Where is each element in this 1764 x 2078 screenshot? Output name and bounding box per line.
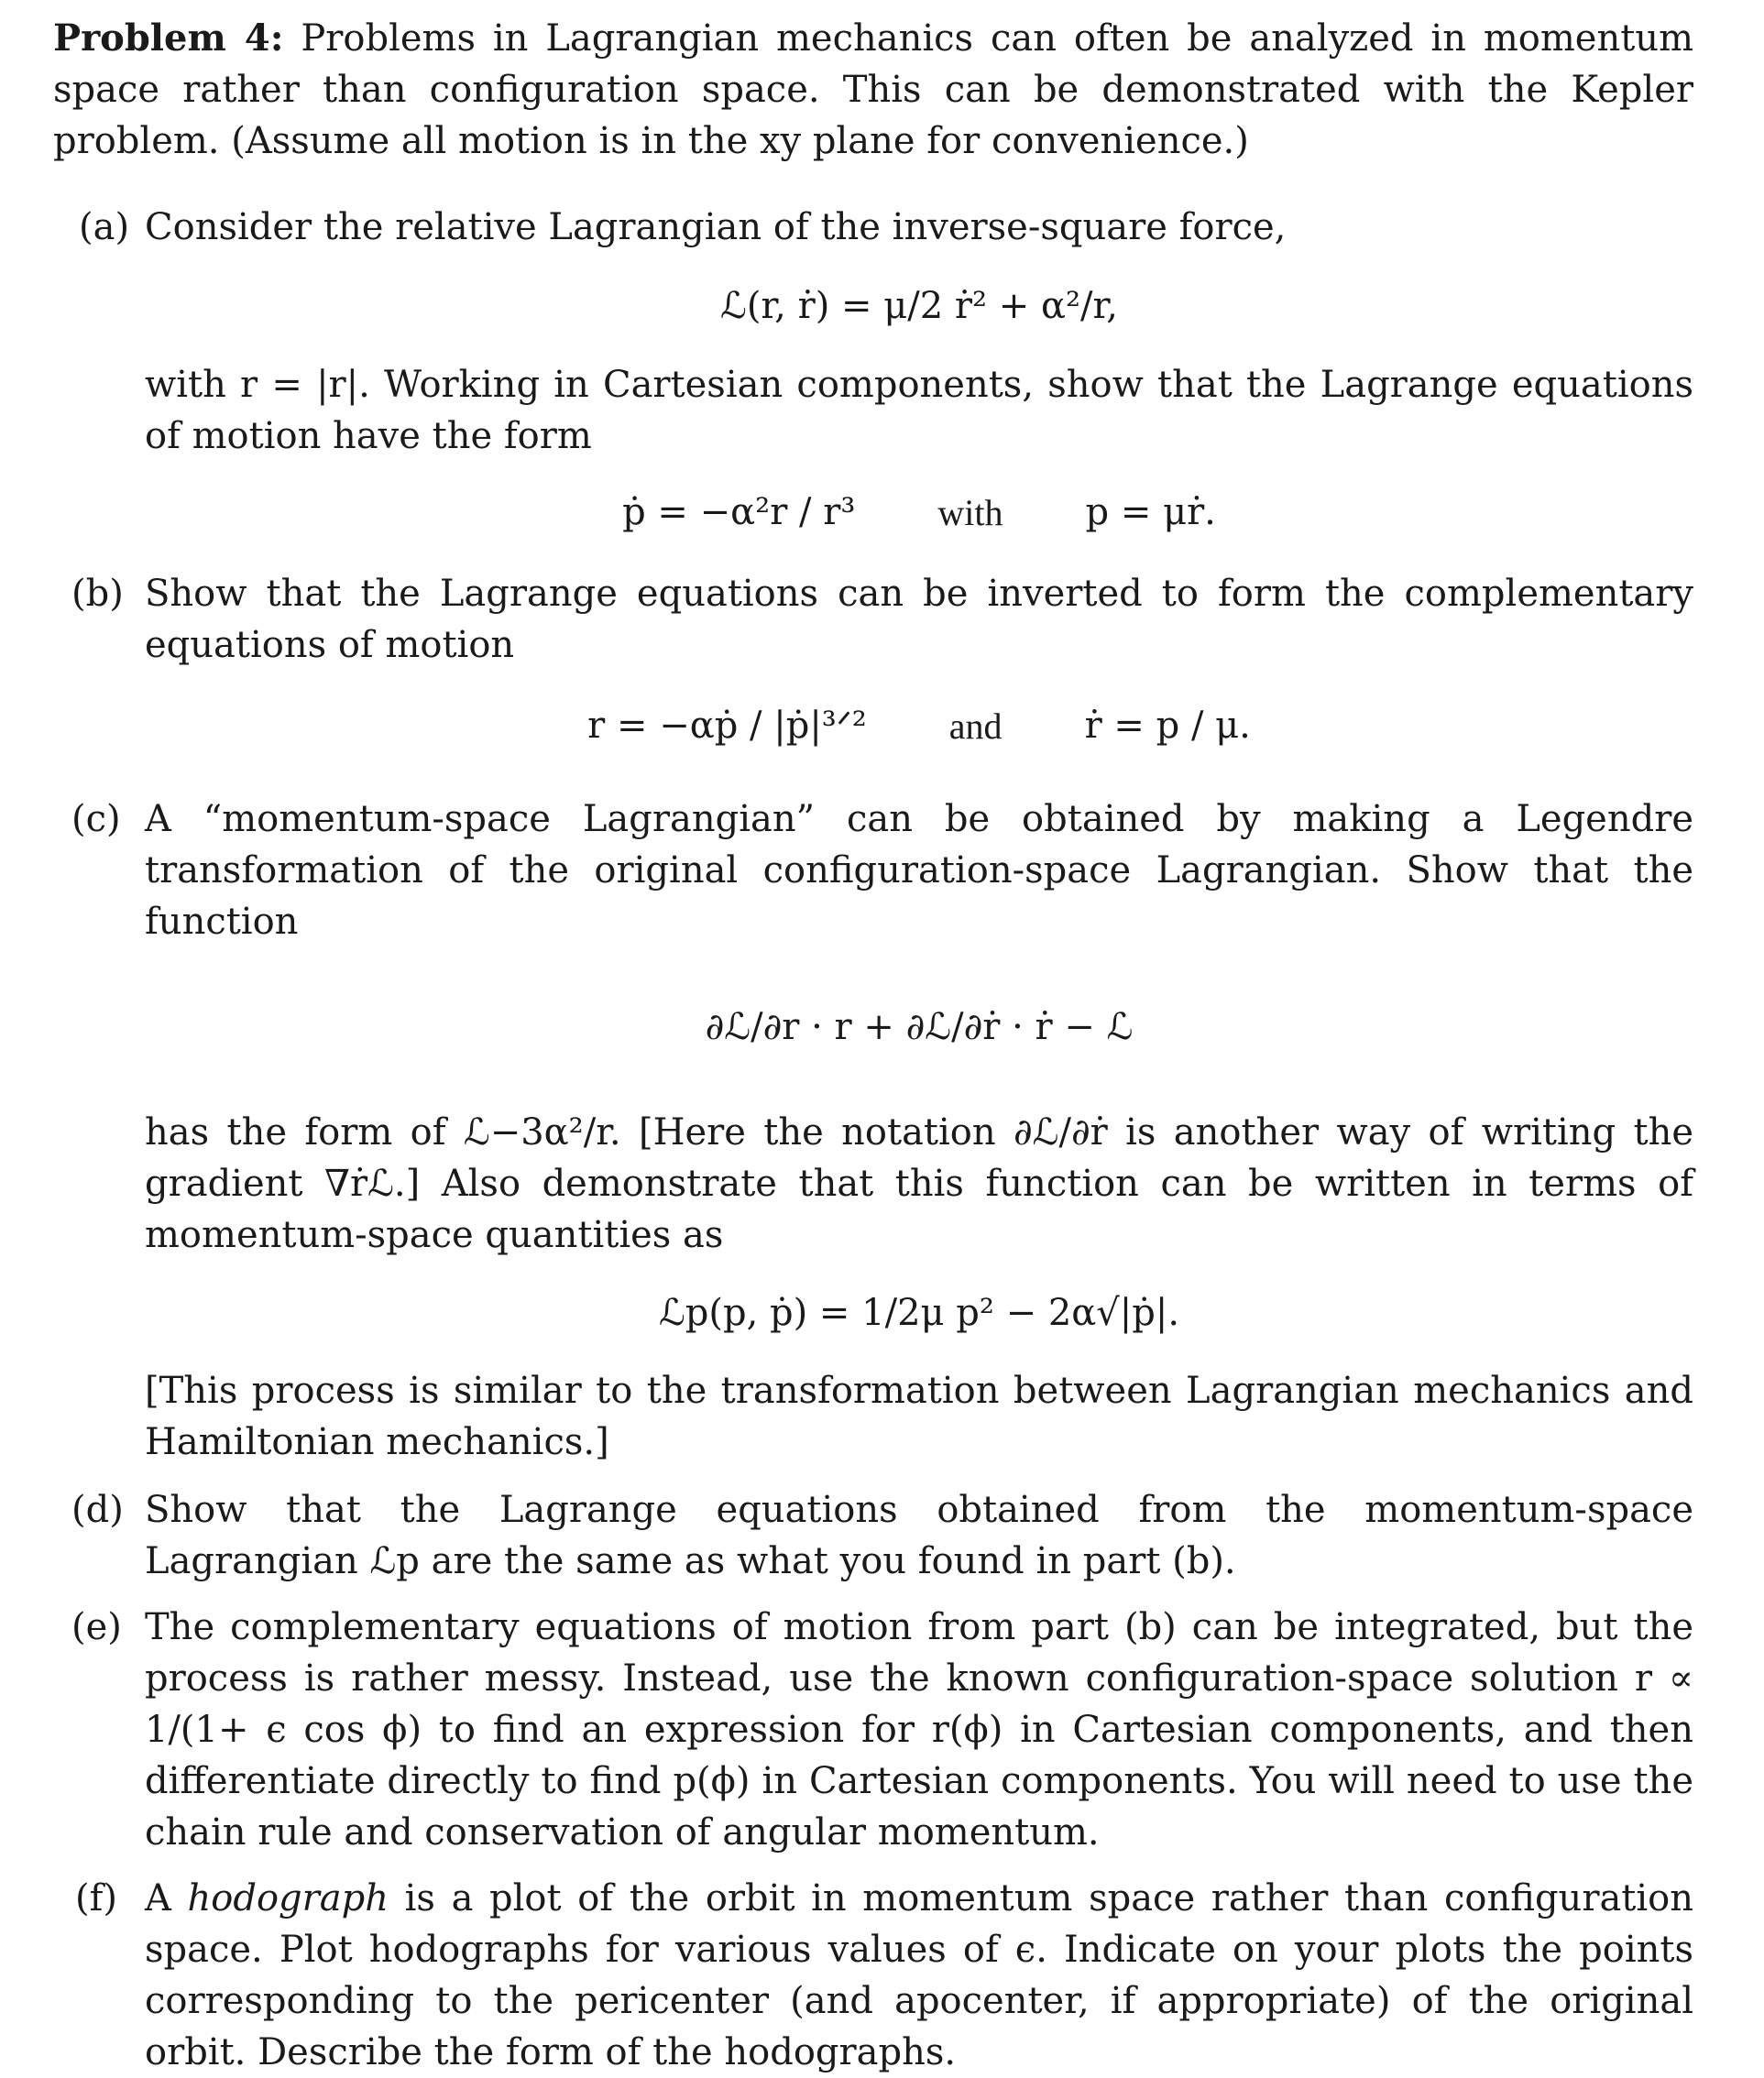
problem-title: Problem 4: — [53, 16, 284, 60]
part-c-label: (c) — [71, 798, 121, 840]
part-a-text2: with r = |r|. Working in Cartesian components, show that the Lagrange equations of motion have the form — [145, 364, 1693, 457]
part-f-text — [145, 1873, 1693, 2078]
comp-eom-right: ṙ = p / μ. — [1084, 705, 1251, 747]
comp-eom-and: and — [948, 705, 1003, 747]
part-a-label: (a) — [79, 206, 130, 248]
lagrange-eom-equation — [145, 473, 1693, 552]
part-b — [53, 568, 1693, 770]
part-f-label: (f) — [75, 1877, 118, 1919]
part-f-rest: is a plot of the orbit in momentum space rather than configuration space. Plot hodographs for various values of ϵ. Indicate on your plots the points corresponding to the pericenter (and apocenter, if appropriate) of the original orbit. Describe the form of the hodographs. — [145, 1877, 1694, 2073]
legendre-function-equation — [145, 958, 1693, 1096]
legendre-eq-text: ∂ℒ/∂r · r + ∂ℒ/∂ṙ · ṙ − ℒ — [705, 1006, 1134, 1048]
part-f — [53, 1873, 1693, 2078]
part-a — [53, 202, 1693, 552]
part-b-text: Show that the Lagrange equations can be inverted to form the complementary equations of motion — [145, 573, 1693, 666]
problem-page — [53, 13, 1693, 2078]
part-e-label: (e) — [71, 1606, 122, 1648]
part-d-text: Show that the Lagrange equations obtained from the momentum-space Lagrangian ℒp are the same as what you found in part (b). — [145, 1489, 1693, 1582]
part-c-text1: A “momentum-space Lagrangian” can be obtained by making a Legendre transformation of the original configuration-space Lagrangian. Show that the function — [145, 798, 1693, 943]
part-e-text: The complementary equations of motion from part (b) can be integrated, but the process is rather messy. Instead, use the known configuration-space solution r ∝ 1/(1+ ϵ cos ϕ) to find an expression for r(ϕ) in Cartesian components, and then differentiate directly to find p(ϕ) in Cartesian components. You will need to use the chain rule and conservation of angular momentum. — [145, 1606, 1693, 1854]
lagrangian-eq-text: ℒ(r, ṙ) = μ/2 ṙ² + α²/r, — [720, 285, 1118, 327]
momentum-lagrangian-text: ℒp(p, ṗ) = 1/2μ p² − 2α√|ṗ|. — [658, 1292, 1180, 1334]
part-f-lead: A — [145, 1877, 171, 1919]
momentum-lagrangian-equation — [145, 1272, 1693, 1354]
part-b-label: (b) — [71, 573, 124, 615]
problem-intro-text: Problems in Lagrangian mechanics can often be analyzed in momentum space rather than configuration space. This can be demonstrated with the Kepler problem. (Assume all motion is in the xy plane for convenience.) — [53, 17, 1693, 162]
eom-left: ṗ = −α²r / r³ — [622, 491, 856, 533]
part-c — [53, 793, 1693, 1468]
comp-eom-left: r = −αṗ / |ṗ|³ᐟ² — [587, 705, 867, 747]
eom-right: p = μṙ. — [1085, 491, 1216, 533]
part-a-text1: Consider the relative Lagrangian of the inverse-square force, — [145, 206, 1287, 248]
part-c-text2: has the form of ℒ−3α²/r. [Here the notation ∂ℒ/∂ṙ is another way of writing the gradient ∇ṙℒ.] Also demonstrate that this function can be written in terms of momentum-space quantities as — [145, 1111, 1693, 1256]
eom-with: with — [937, 491, 1003, 533]
complementary-eom-equation — [145, 682, 1693, 770]
part-d — [53, 1484, 1693, 1587]
lagrangian-equation — [145, 264, 1693, 348]
part-f-term: hodograph — [187, 1877, 389, 1919]
part-e — [53, 1602, 1693, 1858]
problem-intro — [53, 13, 1693, 167]
part-d-label: (d) — [71, 1489, 124, 1531]
part-c-text3: [This process is similar to the transformation between Lagrangian mechanics and Hamiltonian mechanics.] — [145, 1370, 1693, 1463]
